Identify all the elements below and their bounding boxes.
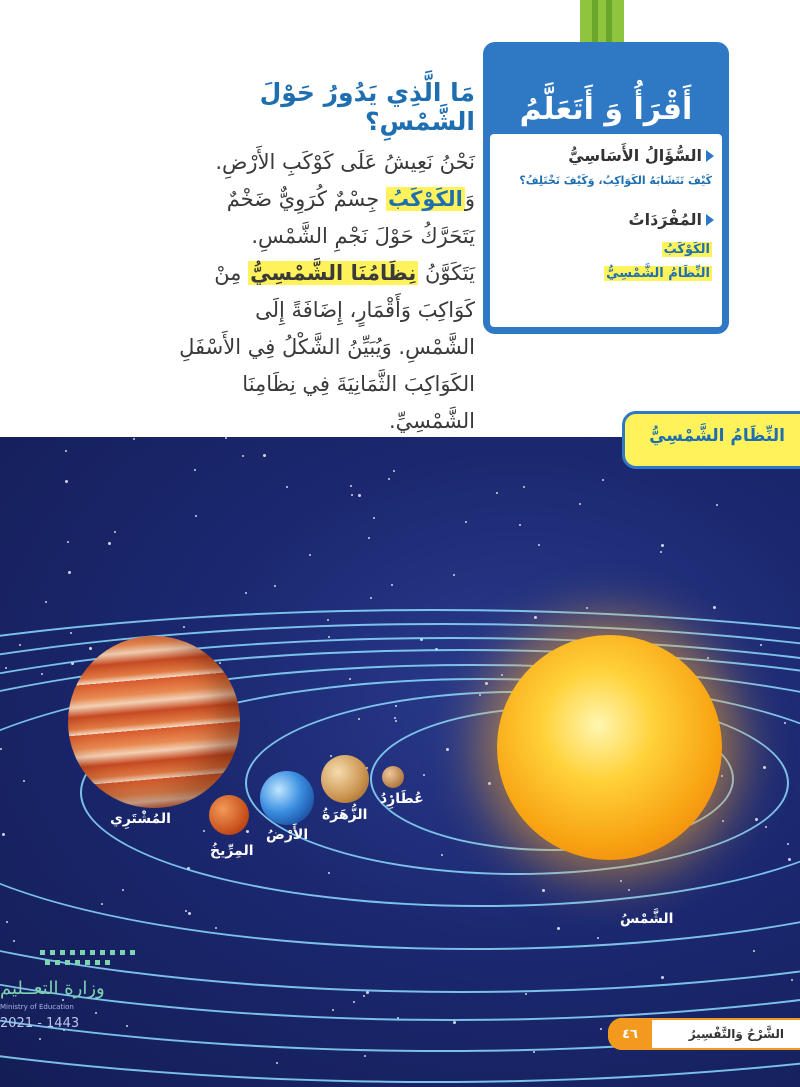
planet-earth bbox=[260, 771, 314, 825]
star bbox=[65, 450, 67, 452]
ministry-logo bbox=[0, 946, 110, 1046]
star bbox=[391, 584, 393, 586]
star bbox=[370, 597, 372, 599]
planet-venus bbox=[321, 755, 369, 803]
star bbox=[602, 479, 604, 481]
label-jupiter: المُشْتَرِي bbox=[110, 811, 171, 827]
paragraph-solar-end: مِنْ كَوَاكِبَ وَأَقْمَارٍ، إِضَافَةً إِلَى الشَّمْسِ. وَيُبَيِّنُ الشَّكْلُ فِي الأَسْفَلِ الكَوَاكِبَ الثَّمَانِيَةَ فِي نِظَامِنَا الشَّمْسِيِّ. bbox=[179, 261, 475, 433]
planet-mercury bbox=[382, 766, 404, 788]
footer-page-tab bbox=[608, 1018, 800, 1050]
star bbox=[67, 541, 69, 543]
paragraph-planet-end: جِسْمٌ كُرَوِيٌّ ضَخْمٌ يَتَحَرَّكُ حَوْلَ نَجْمِ الشَّمْسِ. bbox=[226, 187, 475, 248]
star bbox=[286, 486, 288, 488]
star bbox=[519, 524, 521, 526]
star bbox=[586, 607, 588, 609]
vocab-item-solar-system: النِّظَامُ الشَّمْسِيُّ bbox=[606, 266, 710, 281]
vocabulary-header bbox=[629, 210, 714, 229]
paragraph-planet-start: نَحْنُ نَعِيشُ عَلَى كَوْكَبِ الأَرْضِ. وَ bbox=[215, 150, 475, 211]
sun bbox=[497, 635, 722, 860]
star bbox=[68, 571, 71, 574]
star bbox=[393, 470, 395, 472]
label-sun: الشَّمْسُ bbox=[620, 911, 674, 927]
star bbox=[351, 494, 353, 496]
vocab-item-planet: الكَوْكَبُ bbox=[663, 242, 710, 257]
label-mars: المِرِّيخُ bbox=[210, 843, 254, 859]
star bbox=[358, 494, 361, 497]
solar-system-illustration bbox=[0, 437, 800, 1087]
star bbox=[274, 585, 276, 587]
star bbox=[579, 503, 581, 505]
ministry-name-arabic: وزارة التعــليم bbox=[0, 978, 105, 999]
paragraph-solar-system bbox=[175, 255, 475, 440]
ministry-logo-icon bbox=[30, 946, 140, 976]
ministry-year: 2021 - 1443 bbox=[0, 1016, 80, 1031]
figure-tag bbox=[622, 411, 800, 469]
star bbox=[195, 515, 197, 517]
star bbox=[368, 537, 370, 539]
triangle-bullet-icon bbox=[706, 214, 714, 226]
star bbox=[108, 542, 111, 545]
star bbox=[465, 521, 467, 523]
highlight-planet: الكَوْكَبُ bbox=[387, 187, 463, 211]
read-learn-content bbox=[490, 134, 722, 327]
vocabulary-label: المُفْرَدَاتُ bbox=[628, 210, 702, 229]
essential-question-header bbox=[568, 146, 714, 165]
star bbox=[373, 517, 375, 519]
label-venus: الزُّهَرَةُ bbox=[322, 807, 368, 823]
star bbox=[661, 544, 664, 547]
star bbox=[263, 454, 266, 457]
star bbox=[713, 606, 716, 609]
lesson-text bbox=[175, 78, 475, 440]
planet-mars bbox=[209, 795, 249, 835]
star bbox=[309, 554, 311, 556]
paragraph-planet bbox=[175, 144, 475, 255]
star bbox=[716, 504, 718, 506]
star bbox=[245, 592, 247, 594]
star bbox=[523, 486, 525, 488]
essential-question-text: كَيْفَ تَتَشَابَهُ الكَوَاكِبُ، وَكَيْفَ تَخْتَلِفُ؟ bbox=[519, 174, 712, 187]
label-mercury: عُطَارِدُ bbox=[380, 791, 424, 807]
footer-section-label: الشَّرْحُ وَالتَّفْسِيرُ bbox=[688, 1027, 784, 1041]
essential-question-label: السُّؤَالُ الأَسَاسِيُّ bbox=[568, 146, 702, 165]
paragraph-solar-start: يَتَكَوَّنُ bbox=[418, 261, 475, 285]
star bbox=[388, 478, 390, 480]
star bbox=[453, 574, 455, 576]
star bbox=[65, 480, 68, 483]
star bbox=[350, 485, 352, 487]
highlight-solar-system: نِظَامُنَا الشَّمْسِيُّ bbox=[250, 261, 417, 285]
star bbox=[133, 438, 135, 440]
star bbox=[114, 531, 116, 533]
triangle-bullet-icon bbox=[706, 150, 714, 162]
star bbox=[496, 492, 498, 494]
label-earth: الأَرْضُ bbox=[266, 827, 309, 843]
star bbox=[194, 469, 196, 471]
page-number: ٤٦ bbox=[608, 1018, 652, 1050]
star bbox=[660, 551, 662, 553]
ministry-name-english: Ministry of Education bbox=[0, 1003, 74, 1011]
lesson-question-heading: مَا الَّذِي يَدُورُ حَوْلَ الشَّمْسِ؟ bbox=[259, 78, 475, 136]
planet-jupiter bbox=[68, 636, 240, 808]
star bbox=[538, 544, 540, 546]
read-learn-box bbox=[483, 42, 729, 334]
star bbox=[45, 601, 47, 603]
star bbox=[225, 437, 227, 439]
star bbox=[242, 455, 244, 457]
figure-tag-label: النِّظَامُ الشَّمْسِيُّ bbox=[649, 426, 785, 446]
read-learn-title: أَقْرَأُ وَ أَتَعَلَّمُ bbox=[519, 92, 693, 127]
